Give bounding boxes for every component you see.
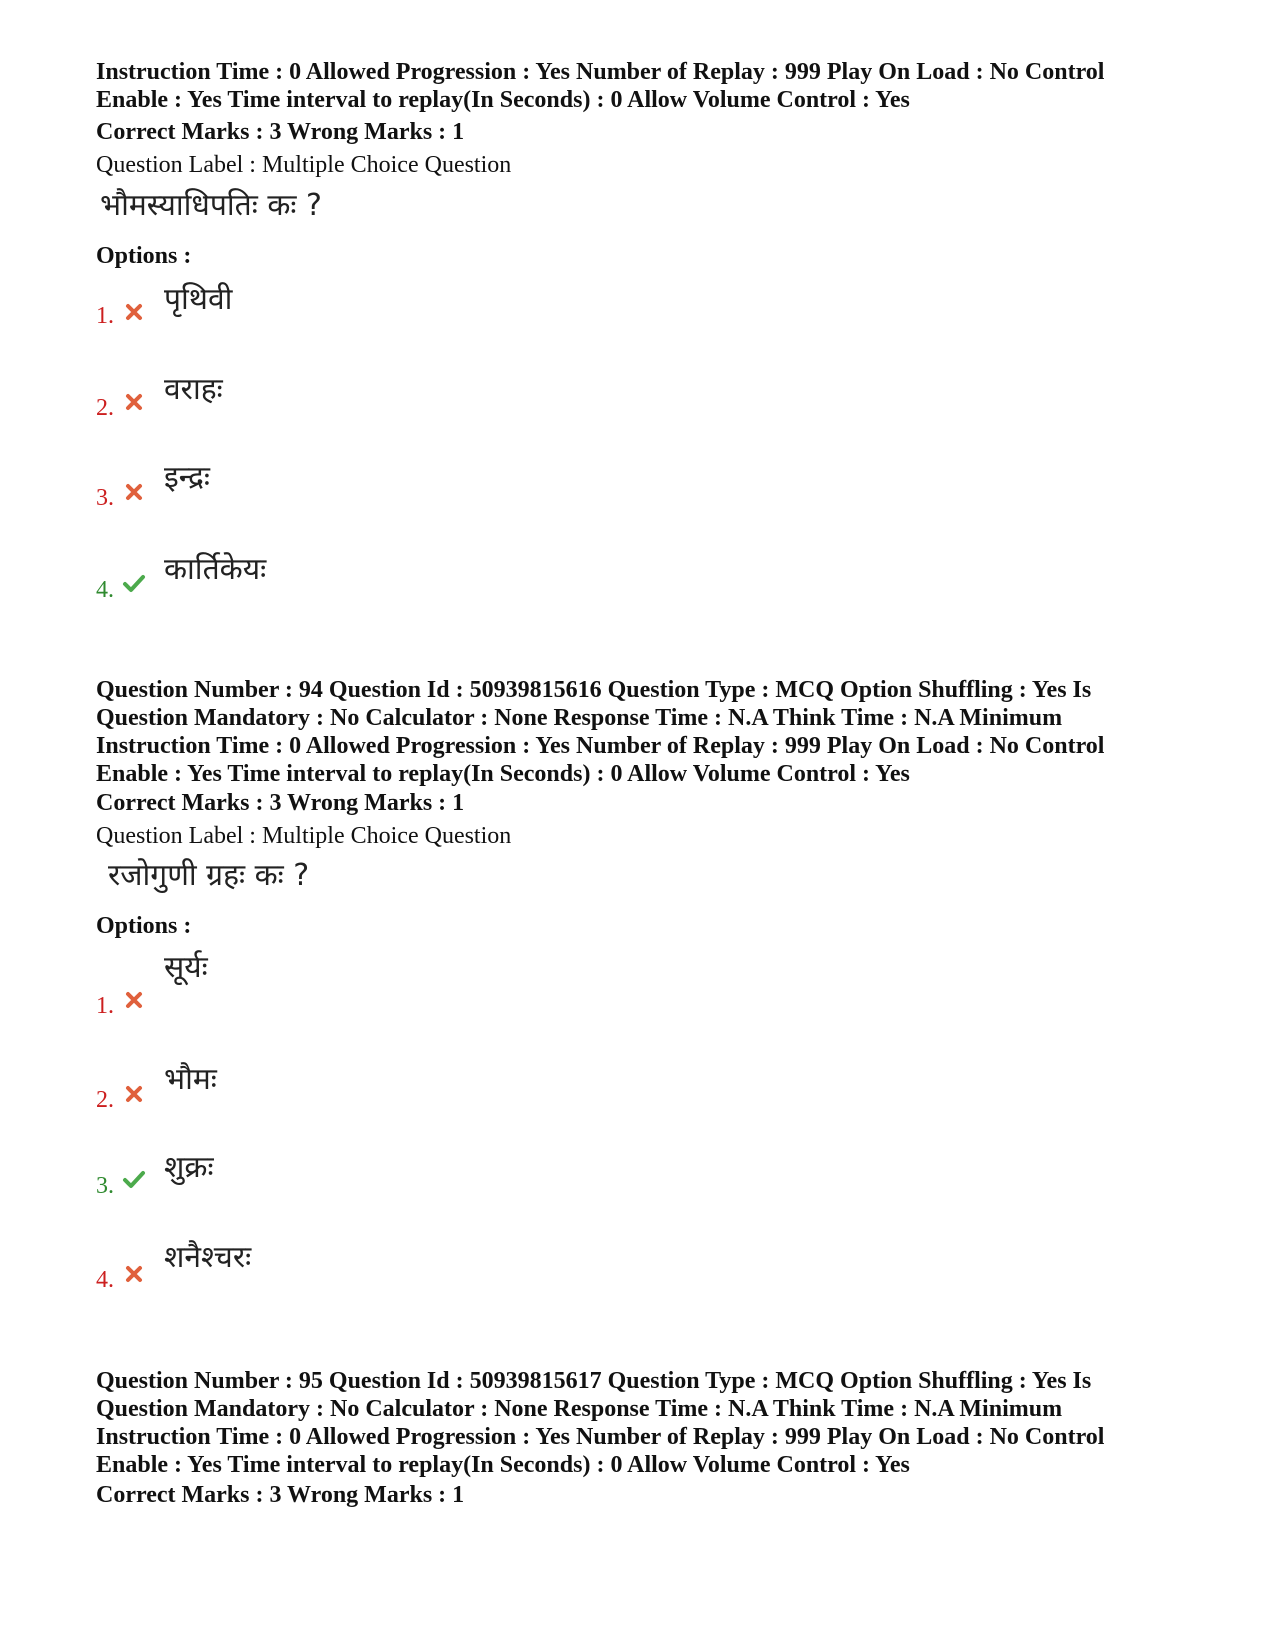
question-93-option-2 <box>96 374 696 434</box>
option-text: शुक्रः <box>164 1150 214 1185</box>
option-number: 2. <box>96 395 114 421</box>
check-icon <box>122 573 146 593</box>
question-94-option-3 <box>96 1152 696 1212</box>
cross-icon <box>124 392 144 412</box>
question-93-option-1 <box>96 282 696 342</box>
question-93-options-heading: Options : <box>96 243 192 269</box>
question-93-option-3 <box>96 460 696 524</box>
question-94-options-heading: Options : <box>96 913 192 939</box>
option-number: 4. <box>96 1267 114 1293</box>
option-text: सूर्यः <box>164 950 208 985</box>
question-93-label: Question Label : Multiple Choice Question <box>96 152 512 178</box>
question-95-marks: Correct Marks : 3 Wrong Marks : 1 <box>96 1482 465 1508</box>
option-number: 3. <box>96 1173 114 1199</box>
option-text: भौमः <box>164 1062 217 1097</box>
cross-icon <box>124 302 144 322</box>
question-94-label: Question Label : Multiple Choice Question <box>96 823 512 849</box>
option-text: कार्तिकेयः <box>164 552 267 587</box>
question-94-marks: Correct Marks : 3 Wrong Marks : 1 <box>96 790 465 816</box>
check-icon <box>122 1169 146 1189</box>
option-text: इन्द्रः <box>164 460 210 495</box>
question-93-option-4 <box>96 552 696 616</box>
question-93-text: भौमस्याधिपतिः कः ? <box>100 188 322 223</box>
cross-icon <box>124 482 144 502</box>
question-94-option-2 <box>96 1062 696 1126</box>
option-text: वराहः <box>164 372 223 407</box>
question-95-meta: Question Number : 95 Question Id : 50939815617 Question Type : MCQ Option Shuffling : Yes Is Question Mandatory : No Calculator : None Response Time : N.A Think Time : N.A Minimum Instruction Time : 0 Allowed Progression : Yes Number of Replay : 999 Play On Load : No Control Enable : Yes Time interval to replay(In Seconds) : 0 Allow Volume Control : Yes <box>96 1368 1105 1478</box>
question-93-meta: Instruction Time : 0 Allowed Progression : Yes Number of Replay : 999 Play On Load : No Control Enable : Yes Time interval to replay(In Seconds) : 0 Allow Volume Control : Yes <box>96 59 1105 113</box>
question-94-option-4 <box>96 1240 696 1306</box>
option-text: पृथिवी <box>164 282 233 317</box>
question-93-marks: Correct Marks : 3 Wrong Marks : 1 <box>96 119 465 145</box>
option-number: 1. <box>96 993 114 1019</box>
option-number: 1. <box>96 303 114 329</box>
option-number: 4. <box>96 577 114 603</box>
cross-icon <box>124 990 144 1010</box>
question-94-option-1 <box>96 950 696 1032</box>
question-94-meta: Question Number : 94 Question Id : 50939815616 Question Type : MCQ Option Shuffling : Yes Is Question Mandatory : No Calculator : None Response Time : N.A Think Time : N.A Minimum Instruction Time : 0 Allowed Progression : Yes Number of Replay : 999 Play On Load : No Control Enable : Yes Time interval to replay(In Seconds) : 0 Allow Volume Control : Yes <box>96 677 1105 787</box>
cross-icon <box>124 1084 144 1104</box>
option-number: 3. <box>96 485 114 511</box>
cross-icon <box>124 1264 144 1284</box>
question-94-text: रजोगुणी ग्रहः कः ? <box>108 858 310 893</box>
option-number: 2. <box>96 1087 114 1113</box>
option-text: शनैश्चरः <box>164 1240 252 1275</box>
